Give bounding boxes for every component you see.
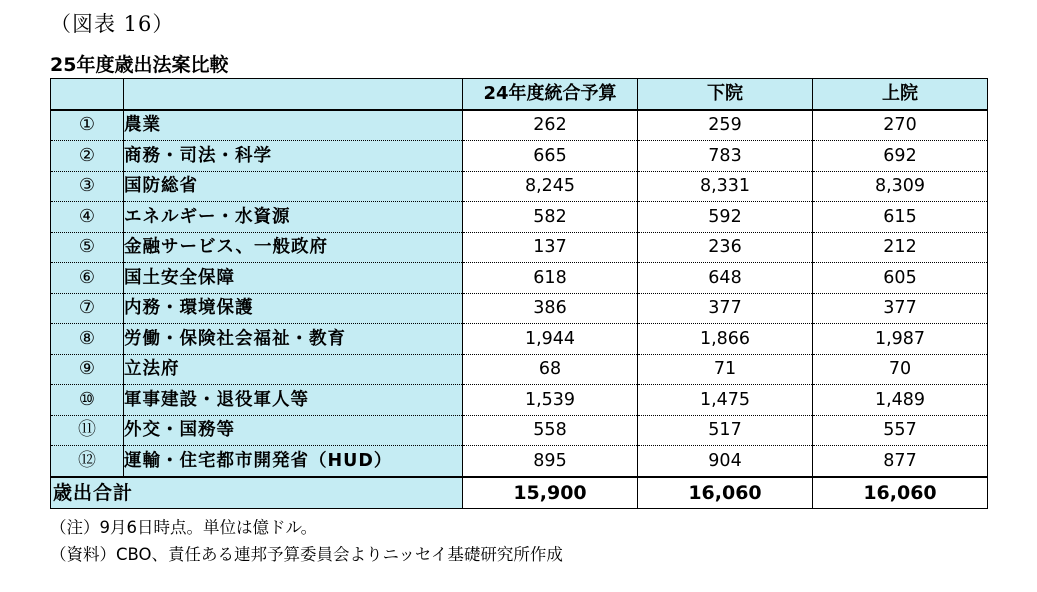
row-number: ⑩: [51, 385, 124, 416]
row-senate: 605: [813, 263, 988, 294]
row-number: ②: [51, 141, 124, 172]
row-senate: 270: [813, 110, 988, 141]
table-row: [51, 171, 988, 202]
row-number: ⑫: [51, 446, 124, 477]
row-category: エネルギー・水資源: [124, 202, 463, 233]
row-senate: 8,309: [813, 171, 988, 202]
row-senate: 692: [813, 141, 988, 172]
figure-label: （図表 16）: [50, 12, 175, 36]
header-senate: 上院: [813, 79, 988, 110]
row-number: ④: [51, 202, 124, 233]
row-house: 236: [638, 232, 813, 263]
row-senate: 377: [813, 293, 988, 324]
row-category: 金融サービス、一般政府: [124, 232, 463, 263]
note-text: （注）9月6日時点。単位は億ドル。: [50, 518, 318, 537]
row-category: 国防総省: [124, 171, 463, 202]
table-row: [51, 293, 988, 324]
row-fy24-budget: 137: [463, 232, 638, 263]
table-row: [51, 110, 988, 141]
row-senate: 1,987: [813, 324, 988, 355]
row-category: 農業: [124, 110, 463, 141]
row-fy24-budget: 1,539: [463, 385, 638, 416]
row-fy24-budget: 665: [463, 141, 638, 172]
row-category: 労働・保険社会福祉・教育: [124, 324, 463, 355]
row-senate: 1,489: [813, 385, 988, 416]
row-category: 立法府: [124, 354, 463, 385]
row-fy24-budget: 68: [463, 354, 638, 385]
table-row: [51, 141, 988, 172]
row-house: 592: [638, 202, 813, 233]
source-text: （資料）CBO、責任ある連邦予算委員会よりニッセイ基礎研究所作成: [50, 545, 563, 564]
row-house: 648: [638, 263, 813, 294]
row-number: ⑦: [51, 293, 124, 324]
row-number: ⑤: [51, 232, 124, 263]
row-number: ①: [51, 110, 124, 141]
row-number: ⑪: [51, 415, 124, 446]
table-row: [51, 446, 988, 477]
row-house: 71: [638, 354, 813, 385]
row-fy24-budget: 1,944: [463, 324, 638, 355]
row-number: ⑥: [51, 263, 124, 294]
row-number: ⑧: [51, 324, 124, 355]
row-house: 377: [638, 293, 813, 324]
row-number: ③: [51, 171, 124, 202]
row-number: ⑨: [51, 354, 124, 385]
row-house: 1,475: [638, 385, 813, 416]
header-house: 下院: [638, 79, 813, 110]
row-senate: 70: [813, 354, 988, 385]
row-senate: 615: [813, 202, 988, 233]
header-blank-number: [51, 79, 124, 110]
row-house: 904: [638, 446, 813, 477]
row-fy24-budget: 262: [463, 110, 638, 141]
row-fy24-budget: 8,245: [463, 171, 638, 202]
table-row: [51, 324, 988, 355]
row-fy24-budget: 895: [463, 446, 638, 477]
row-category: 外交・国務等: [124, 415, 463, 446]
table-body: [51, 110, 988, 477]
row-house: 259: [638, 110, 813, 141]
row-category: 運輸・住宅都市開発省（HUD）: [124, 446, 463, 477]
row-house: 8,331: [638, 171, 813, 202]
row-fy24-budget: 386: [463, 293, 638, 324]
table-row: [51, 354, 988, 385]
budget-table: [50, 78, 988, 509]
table-row: [51, 263, 988, 294]
row-category: 国土安全保障: [124, 263, 463, 294]
row-senate: 212: [813, 232, 988, 263]
row-senate: 877: [813, 446, 988, 477]
table-row: [51, 385, 988, 416]
row-category: 軍事建設・退役軍人等: [124, 385, 463, 416]
header-blank-category: [124, 79, 463, 110]
table-title: 25年度歳出法案比較: [50, 54, 229, 76]
total-senate: 16,060: [813, 477, 988, 509]
total-fy24-budget: 15,900: [463, 477, 638, 509]
row-category: 商務・司法・科学: [124, 141, 463, 172]
row-fy24-budget: 618: [463, 263, 638, 294]
row-house: 517: [638, 415, 813, 446]
total-label: 歳出合計: [51, 477, 463, 509]
row-senate: 557: [813, 415, 988, 446]
row-fy24-budget: 558: [463, 415, 638, 446]
row-house: 1,866: [638, 324, 813, 355]
header-fy24-budget: 24年度統合予算: [463, 79, 638, 110]
row-house: 783: [638, 141, 813, 172]
row-category: 内務・環境保護: [124, 293, 463, 324]
total-house: 16,060: [638, 477, 813, 509]
table-row: [51, 232, 988, 263]
total-row: [51, 477, 988, 509]
table-header-row: [51, 79, 988, 110]
table-row: [51, 202, 988, 233]
table-row: [51, 415, 988, 446]
row-fy24-budget: 582: [463, 202, 638, 233]
